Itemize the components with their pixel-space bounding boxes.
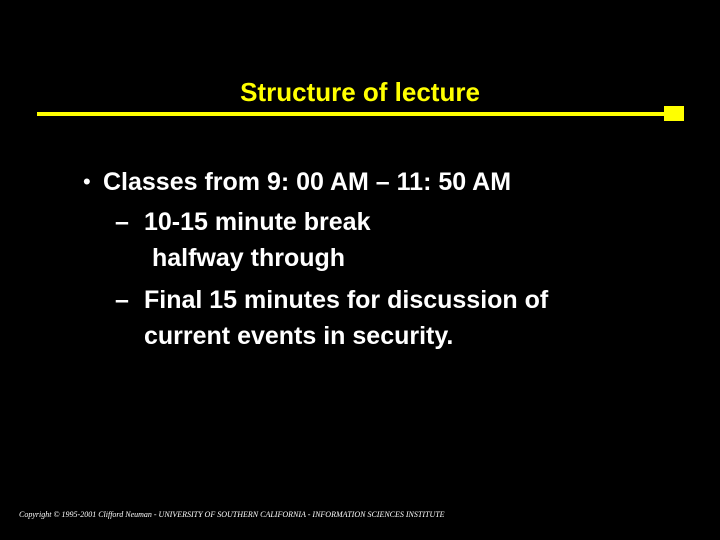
bullet-icon: • [83,169,91,194]
title-underline-end-block [664,106,684,121]
title-underline [37,112,667,116]
subpoint-discussion-line-1: Final 15 minutes for discussion of [144,286,549,314]
copyright-footer: Copyright © 1995-2001 Clifford Neuman - UNIVERSITY OF SOUTHERN CALIFORNIA - INFORMATION SCIENCES INSTITUTE [19,510,445,519]
dash-icon: – [115,208,129,236]
point-classes-schedule: Classes from 9: 00 AM – 11: 50 AM [103,168,512,196]
slide-title: Structure of lecture [240,77,480,107]
subpoint-discussion-line-2: current events in security. [144,322,454,350]
dash-icon: – [115,286,129,314]
subpoint-break-line-1: 10-15 minute break [144,208,371,236]
subpoint-break-line-2: halfway through [152,244,346,272]
